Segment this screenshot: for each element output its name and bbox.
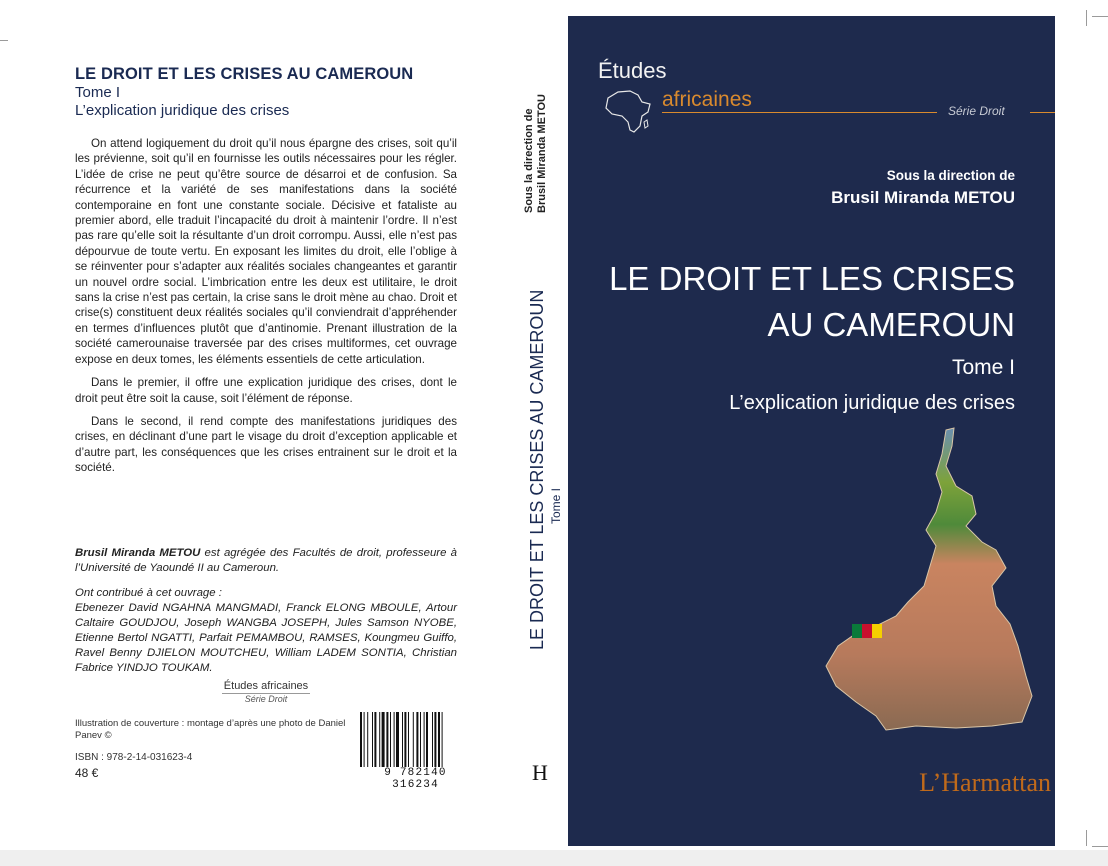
back-summary: [75, 136, 457, 484]
author-name: Brusil Miranda METOU: [75, 547, 201, 559]
spine-editor: [523, 73, 563, 213]
back-cover: [0, 0, 520, 850]
barcode-digits: 9 782140 316234: [358, 767, 473, 791]
series-rule-right: [1030, 112, 1055, 113]
spine-tome: Tome I: [549, 487, 563, 524]
contributors-label: Ont contribué à cet ouvrage :: [75, 587, 222, 599]
author-bio: [75, 546, 457, 576]
series-sub-label: Série Droit: [948, 104, 1005, 118]
back-subtitle: L’explication juridique des crises: [75, 102, 290, 119]
price: 48 €: [75, 766, 99, 780]
direction-label: Sous la direction de: [886, 168, 1015, 183]
publisher-logo: L’Harmattan: [919, 768, 1051, 797]
cameroon-map-icon: [796, 426, 1046, 756]
series-rule: [662, 112, 937, 113]
summary-paragraph: Dans le premier, il offre une explication juridique des crises, dont le droit peut être soit la cause, soit l’élément de réponse.: [75, 376, 457, 405]
spine-editor-label: Sous la direction de: [523, 108, 535, 213]
front-author: Brusil Miranda METOU: [831, 188, 1015, 207]
back-title: LE DROIT ET LES CRISES AU CAMEROUN: [75, 65, 414, 83]
spine-editor-name: Brusil Miranda METOU: [536, 94, 548, 213]
front-title-line2: AU CAMEROUN: [767, 306, 1015, 343]
back-tome: Tome I: [75, 84, 121, 101]
contributors-block: [75, 586, 457, 676]
spine-title: LE DROIT ET LES CRISES AU CAMEROUN: [527, 289, 547, 650]
series-name: Études africaines: [223, 680, 309, 692]
front-cover: [568, 16, 1055, 846]
summary-paragraph: On attend logiquement du droit qu’il nous épargne des crises, soit qu’il les prévienne, soit qu’il en fournisse les outils nécessaires pour les régler. L’idée de crise ne peut qu’être source de désarroi et de confusion. Sa récurrence et la variété de ses manifestations dans la société contemporaine en font une constante sociale. Décisive et fataliste au premier abord, elle traduit l’incapacité du droit à maintenir l’ordre. Il n’est pas rare qu’elle soit la résultante d’un droit corrompu. Aussi, elle n’est pas dépourvue de toute vertu. En exposant les limites du droit, elle l’oblige à se réinventer pour s’adapter aux réalités sociales changeantes et garantir un nouvel ordre social. L’imbrication entre les deux est utilitaire, le droit sans la crise n’est pas certain, la crise sans le droit mène au chao. Droit et crise(s) constituent deux réalités sociales qu’il conviendrait d’appréhender en termes d’influences plutôt que d’antinomie. Prenant illustration de la société camerounaise traversée par des crises multiformes, cet ouvrage expose en deux tomes, les éléments essentiels de cette articulation.: [75, 137, 457, 366]
crop-mark: [1092, 16, 1108, 17]
series-sub: Série Droit: [244, 694, 288, 704]
front-tome: Tome I: [951, 356, 1015, 379]
crop-mark: [1086, 830, 1087, 846]
series-logo-small: [218, 680, 314, 704]
series-title-etudes: Études: [598, 58, 667, 83]
crop-mark: [1092, 846, 1108, 847]
isbn: ISBN : 978-2-14-031623-4: [75, 752, 193, 763]
contributors-list: Ebenezer David NGAHNA MANGMADI, Franck ELONG MBOULE, Artour Caltaire GOUDJOU, Joseph WANGBA JOSEPH, Jules Samson NYOBE, Etienne Bertol NGATTI, Parfait PEMAMBOU, RAMSES, Koungmeu Guiffo, Ravel Benny DJIELON MOUTCHEU, William LADEM SONTIA, Christian Fabrice YINDJO TOUKAM.: [75, 602, 457, 674]
series-title-africaines: africaines: [662, 88, 752, 111]
africa-outline-icon: [598, 86, 662, 136]
front-title-line1: LE DROIT ET LES CRISES: [609, 260, 1015, 297]
cover-credit: Illustration de couverture : montage d’après une photo de Daniel Panev ©: [75, 718, 346, 741]
front-subtitle: L’explication juridique des crises: [729, 392, 1015, 414]
page-bottom-strip: [0, 850, 1108, 866]
crop-mark: [1086, 10, 1087, 26]
author-bio-text: est agrégée des Facultés de droit, professeure à l’Université de Yaoundé II au Cameroun.: [75, 547, 457, 574]
spine-publisher-logo-icon: H: [532, 760, 548, 785]
summary-paragraph: Dans le second, il rend compte des manifestations juridiques des crises, en déclinant d’une part le visage du droit d’exception applicable et d’autre part, les conséquences que les crises entrainent sur le droit et la société.: [75, 414, 457, 475]
